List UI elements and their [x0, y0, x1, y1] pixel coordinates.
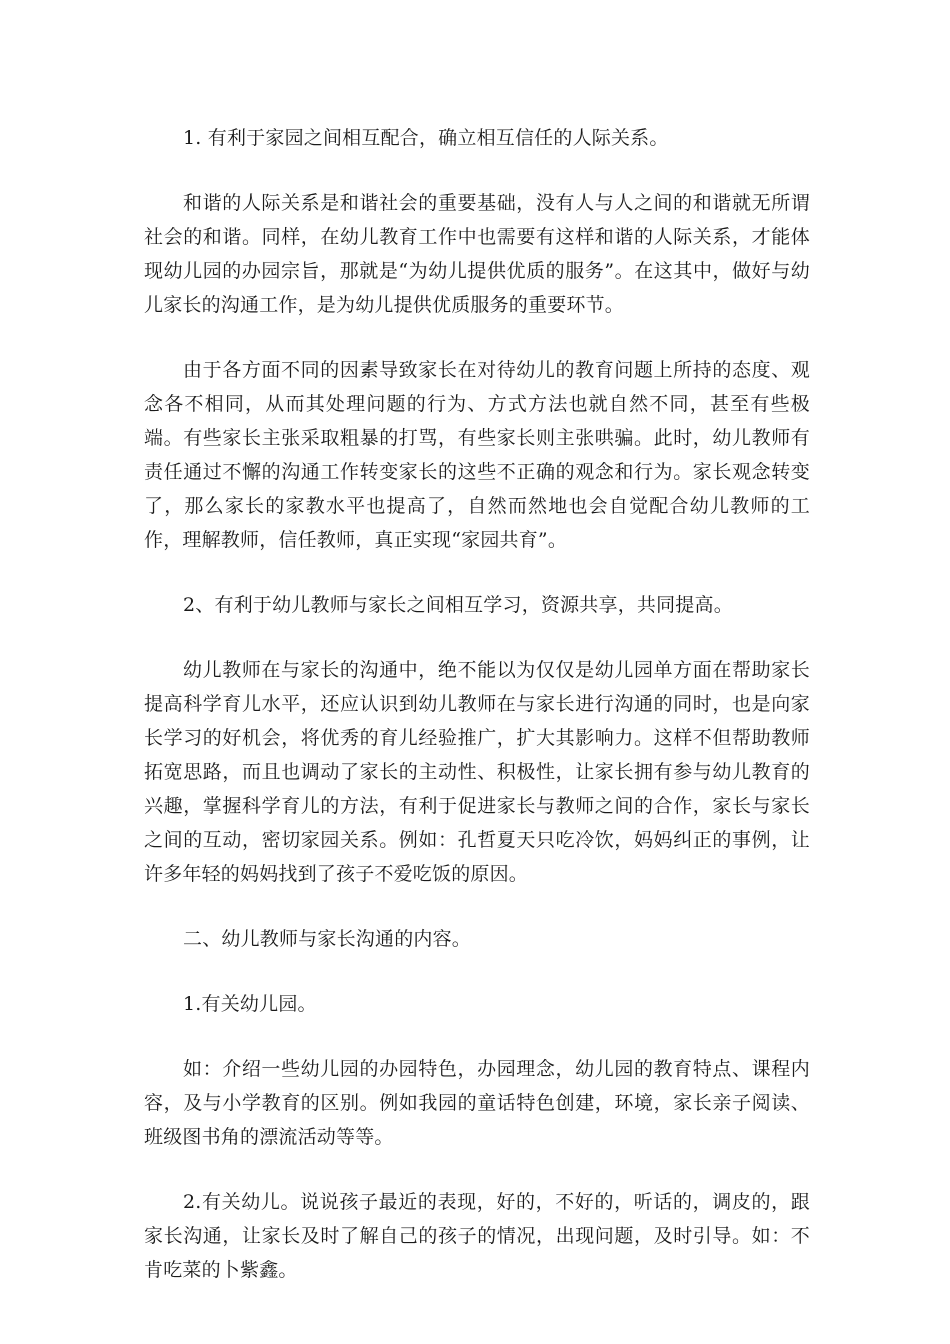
- paragraph-harmony: 和谐的人际关系是和谐社会的重要基础，没有人与人之间的和谐就无所谓社会的和谐。同样，在幼儿教育工作中也需要有这样和谐的人际关系，才能体现幼儿园的办园宗旨，那就是“为幼儿提供优质的服务”。在这其中，做好与幼儿家长的沟通工作，是为幼儿提供优质服务的重要环节。: [144, 192, 810, 316]
- paragraph-about-children: 2.有关幼儿。说说孩子最近的表现，好的，不好的，听话的，调皮的，跟家长沟通，让家长及时了解自己的孩子的情况，出现问题，及时引导。如：不肯吃菜的卜紫鑫。: [144, 1191, 810, 1281]
- paragraph-section-2-heading: 2、有利于幼儿教师与家长之间相互学习，资源共享，共同提高。: [183, 594, 733, 616]
- paragraph-mutual-learning: 幼儿教师在与家长的沟通中，绝不能以为仅仅是幼儿园单方面在帮助家长提高科学育儿水平，还应认识到幼儿教师在与家长进行沟通的同时，也是向家长学习的好机会，将优秀的育儿经验推广，扩大其影响力。这样不但帮助教师拓宽思路，而且也调动了家长的主动性、积极性，让家长拥有参与幼儿教育的兴趣，掌握科学育儿的方法，有利于促进家长与教师之间的合作，家长与家长之间的互动，密切家园关系。例如：孔哲夏天只吃冷饮，妈妈纠正的事例，让许多年轻的妈妈找到了孩子不爱吃饭的原因。: [144, 659, 810, 885]
- paragraph-parent-attitudes: 由于各方面不同的因素导致家长在对待幼儿的教育问题上所持的态度、观念各不相同，从而其处理问题的行为、方式方法也就自然不同，甚至有些极端。有些家长主张采取粗暴的打骂，有些家长则主张哄骗。此时，幼儿教师有责任通过不懈的沟通工作转变家长的这些不正确的观念和行为。家长观念转变了，那么家长的家教水平也提高了，自然而然地也会自觉配合幼儿教师的工作，理解教师，信任教师，真正实现“家园共育”。: [144, 359, 810, 551]
- paragraph-section-1-heading: 1. 有利于家园之间相互配合，确立相互信任的人际关系。: [183, 127, 669, 149]
- paragraph-about-kindergarten-heading: 1.有关幼儿园。: [183, 993, 317, 1015]
- paragraph-kindergarten-features: 如：介绍一些幼儿园的办园特色，办园理念，幼儿园的教育特点、课程内容，及与小学教育的区别。例如我园的童话特色创建，环境，家长亲子阅读、班级图书角的漂流活动等等。: [144, 1058, 810, 1148]
- paragraph-communication-content-heading: 二、幼儿教师与家长沟通的内容。: [183, 928, 472, 950]
